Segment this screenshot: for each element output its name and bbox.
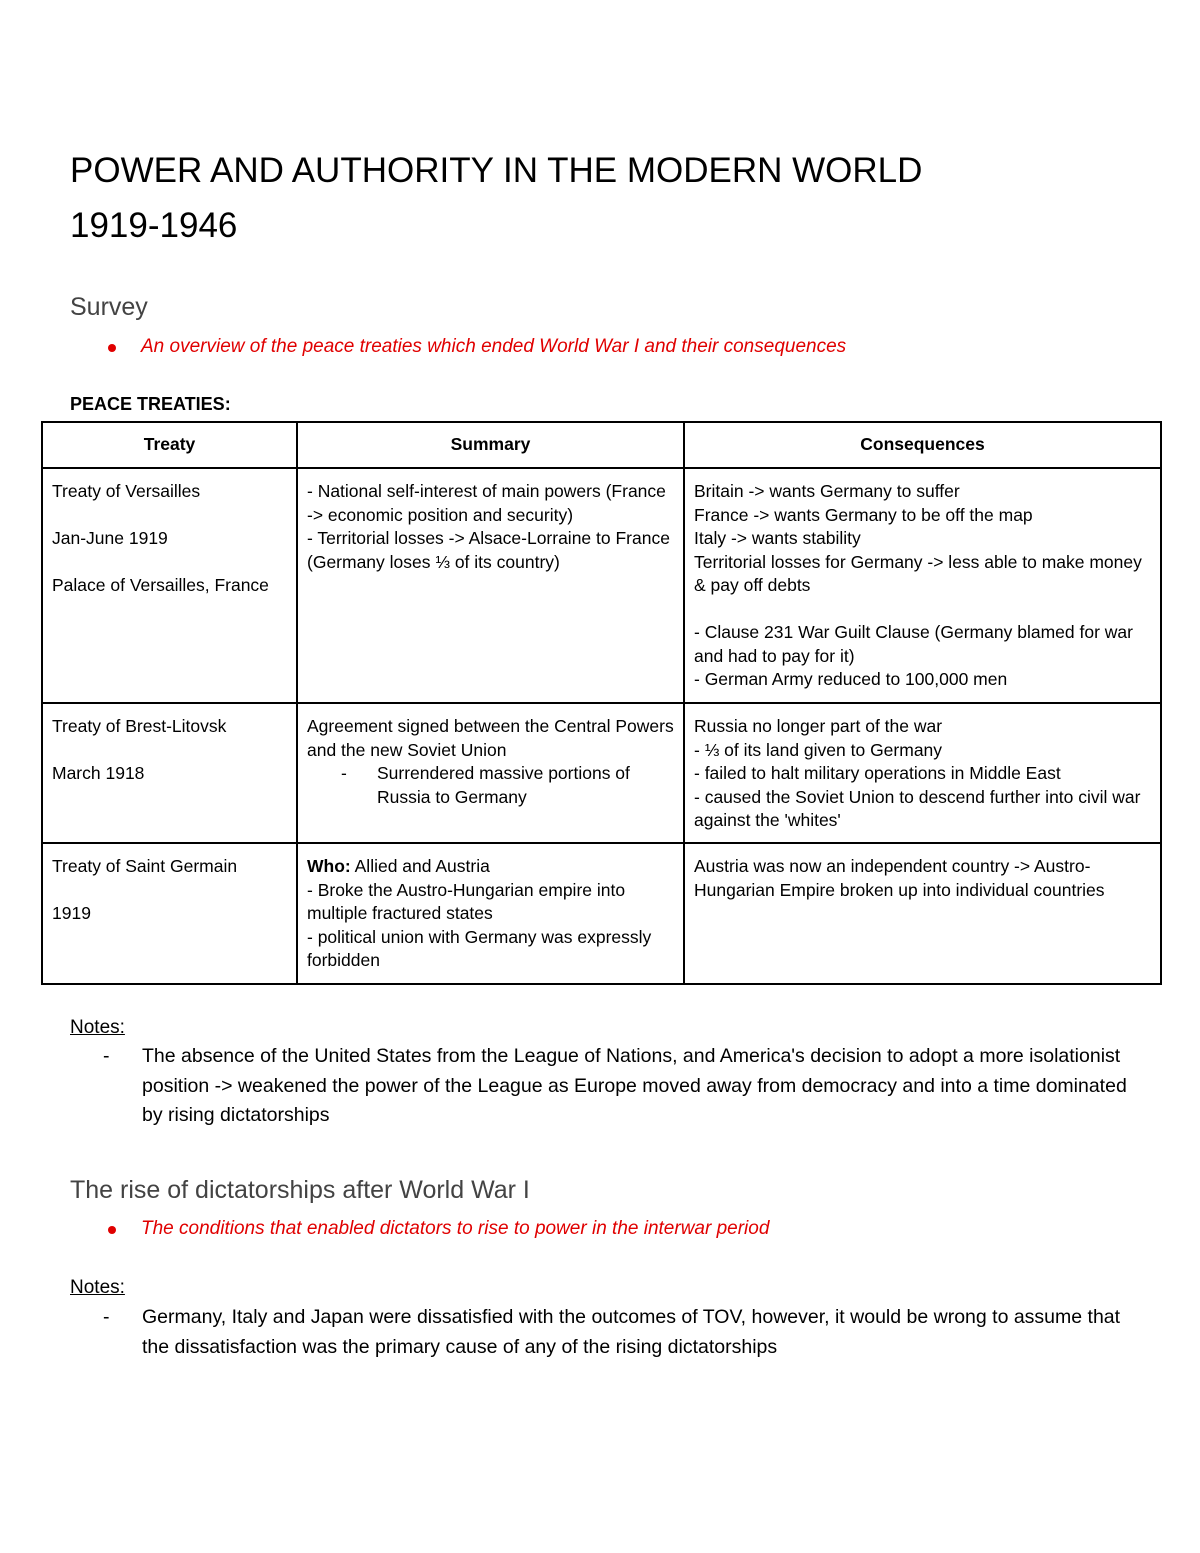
notes-label: Notes: <box>70 1017 125 1038</box>
rise-bullet-text: The conditions that enabled dictators to rise to power in the interwar period <box>141 1218 770 1239</box>
consequence-line: - German Army reduced to 100,000 men <box>694 669 1008 689</box>
treaty-date: 1919 <box>52 903 91 923</box>
summary-line: - National self-interest of main powers (France -> economic position and security) <box>307 481 666 525</box>
summary-sub-text: Surrendered massive portions of Russia to Germany <box>377 763 630 807</box>
treaty-date: March 1918 <box>52 763 145 783</box>
peace-treaties-label: PEACE TREATIES: <box>70 394 231 414</box>
notes-label: Notes: <box>70 1277 125 1298</box>
summary-cell <box>297 843 684 984</box>
summary-cell <box>297 703 684 843</box>
treaty-name: Treaty of Versailles <box>52 481 201 501</box>
consequences-cell <box>684 843 1161 984</box>
treaty-cell <box>42 703 297 843</box>
consequence-line: - caused the Soviet Union to descend further into civil war against the 'whites' <box>694 786 1141 830</box>
summary-who-line <box>307 855 674 879</box>
table-row <box>42 703 1161 843</box>
bullet-dot-icon <box>108 1226 116 1234</box>
consequence-line: Austria was now an independent country -> Austro-Hungarian Empire broken up into individual countries <box>694 856 1105 900</box>
treaty-name: Treaty of Saint Germain <box>52 856 238 876</box>
summary-who-label: Who: <box>307 856 351 876</box>
summary-who-text: Allied and Austria <box>350 856 490 876</box>
header-consequences: Consequences <box>684 422 1161 468</box>
consequence-line: - ⅓ of its land given to Germany <box>694 739 943 760</box>
note-item <box>103 1303 1133 1362</box>
treaty-cell <box>42 843 297 984</box>
bullet-dot-icon <box>108 344 116 352</box>
summary-line: - political union with Germany was expressly forbidden <box>307 926 652 970</box>
consequences-cell <box>684 703 1161 843</box>
consequences-cell <box>684 468 1161 703</box>
rise-heading: The rise of dictatorships after World War I <box>70 1176 530 1204</box>
consequence-line: Russia no longer part of the war <box>694 716 943 736</box>
dash-icon: - <box>103 1306 110 1328</box>
consequence-line: - Clause 231 War Guilt Clause (Germany blamed for war and had to pay for it) <box>694 622 1133 666</box>
consequence-line: Territorial losses for Germany -> less able to make money & pay off debts <box>694 551 1142 595</box>
note-text: Germany, Italy and Japan were dissatisfied with the outcomes of TOV, however, it would be wrong to assume that the dissatisfaction was the primary cause of any of the rising dictatorships <box>142 1306 1121 1358</box>
header-summary: Summary <box>297 422 684 468</box>
title-line-2: 1919-1946 <box>70 206 238 245</box>
treaty-date: Jan-June 1919 <box>52 528 168 548</box>
survey-bullet-text: An overview of the peace treaties which ended World War I and their consequences <box>141 336 847 357</box>
header-treaty: Treaty <box>42 422 297 468</box>
table-row <box>42 468 1161 703</box>
dash-icon: - <box>341 763 347 783</box>
treaty-name: Treaty of Brest-Litovsk <box>52 716 227 736</box>
consequence-line: Britain -> wants Germany to suffer <box>694 481 960 501</box>
summary-line: Agreement signed between the Central Powers and the new Soviet Union <box>307 716 674 760</box>
consequence-line: Italy -> wants stability <box>694 528 861 548</box>
note-text: The absence of the United States from the League of Nations, and America's decision to adopt a more isolationist position -> weakened the power of the League as Europe moved away from democracy and into a time dominated by rising dictatorships <box>142 1045 1127 1126</box>
summary-line: - Broke the Austro-Hungarian empire into multiple fractured states <box>307 879 626 923</box>
dash-icon: - <box>103 1045 110 1067</box>
summary-line: - Territorial losses -> Alsace-Lorraine to France (Germany loses ⅓ of its country) <box>307 528 670 572</box>
table-row <box>42 843 1161 984</box>
peace-treaties-table <box>41 421 1162 985</box>
table-header-row <box>42 422 1161 468</box>
treaty-cell <box>42 468 297 703</box>
title-line-1: POWER AND AUTHORITY IN THE MODERN WORLD <box>70 151 923 190</box>
consequence-line: - failed to halt military operations in Middle East <box>694 763 1061 783</box>
summary-cell <box>297 468 684 703</box>
consequence-line: France -> wants Germany to be off the map <box>694 504 1033 525</box>
document-title <box>70 143 1070 253</box>
note-item <box>103 1042 1133 1131</box>
survey-heading: Survey <box>70 293 148 321</box>
summary-sub-item <box>307 762 674 809</box>
treaty-place: Palace of Versailles, France <box>52 575 269 595</box>
